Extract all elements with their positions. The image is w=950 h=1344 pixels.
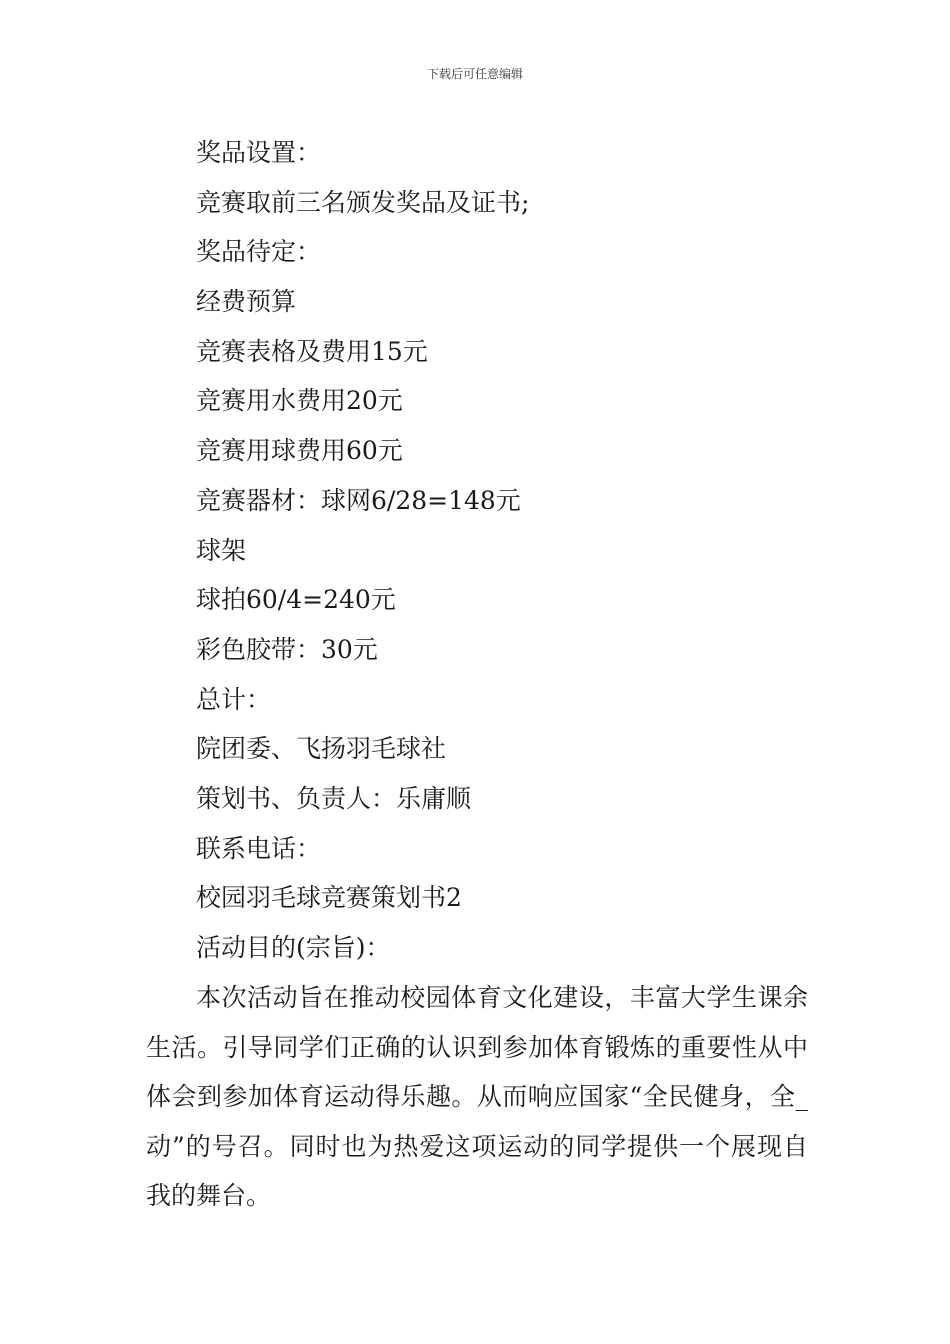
line-budget-heading: 经费预算 <box>196 287 297 317</box>
line-responsible: 策划书、负责人：乐庸顺 <box>196 783 472 813</box>
line-prize-setting: 奖品设置： <box>196 138 322 167</box>
line-contact: 联系电话： <box>196 833 322 863</box>
purpose-paragraph: 本次活动旨在推动校园体育文化建设，丰富大学生课余生活。引导同学们正确的认识到参加体育锻炼的重要性从中体会到参加体育运动得乐趣。从而响应国家“全民健身，全_动”的号召。同时也为热爱这项运动的同学提供一个展现自我的舞台。 <box>146 983 808 1210</box>
line-budget-rackets: 球拍60/4=240元 <box>196 585 396 615</box>
header-note: 下载后可任意编辑 <box>426 67 523 81</box>
line-doc-title: 校园羽毛球竞赛策划书2 <box>196 883 462 913</box>
line-budget-forms: 竞赛表格及费用15元 <box>196 336 428 366</box>
line-prize-tbd: 奖品待定： <box>196 237 322 267</box>
line-budget-tape: 彩色胶带：30元 <box>196 634 378 664</box>
line-budget-water: 竞赛用水费用20元 <box>196 386 403 416</box>
line-budget-net: 竞赛器材：球网6/28=148元 <box>196 485 521 515</box>
line-organizer: 院团委、飞扬羽毛球社 <box>196 734 447 764</box>
line-budget-balls: 竞赛用球费用60元 <box>196 436 403 466</box>
line-purpose-heading: 活动目的(宗旨)： <box>196 933 391 962</box>
text-lines <box>196 128 816 973</box>
line-total: 总计： <box>196 684 272 714</box>
line-prize-rule: 竞赛取前三名颁发奖品及证书; <box>196 187 530 217</box>
line-budget-rack: 球架 <box>196 535 247 565</box>
